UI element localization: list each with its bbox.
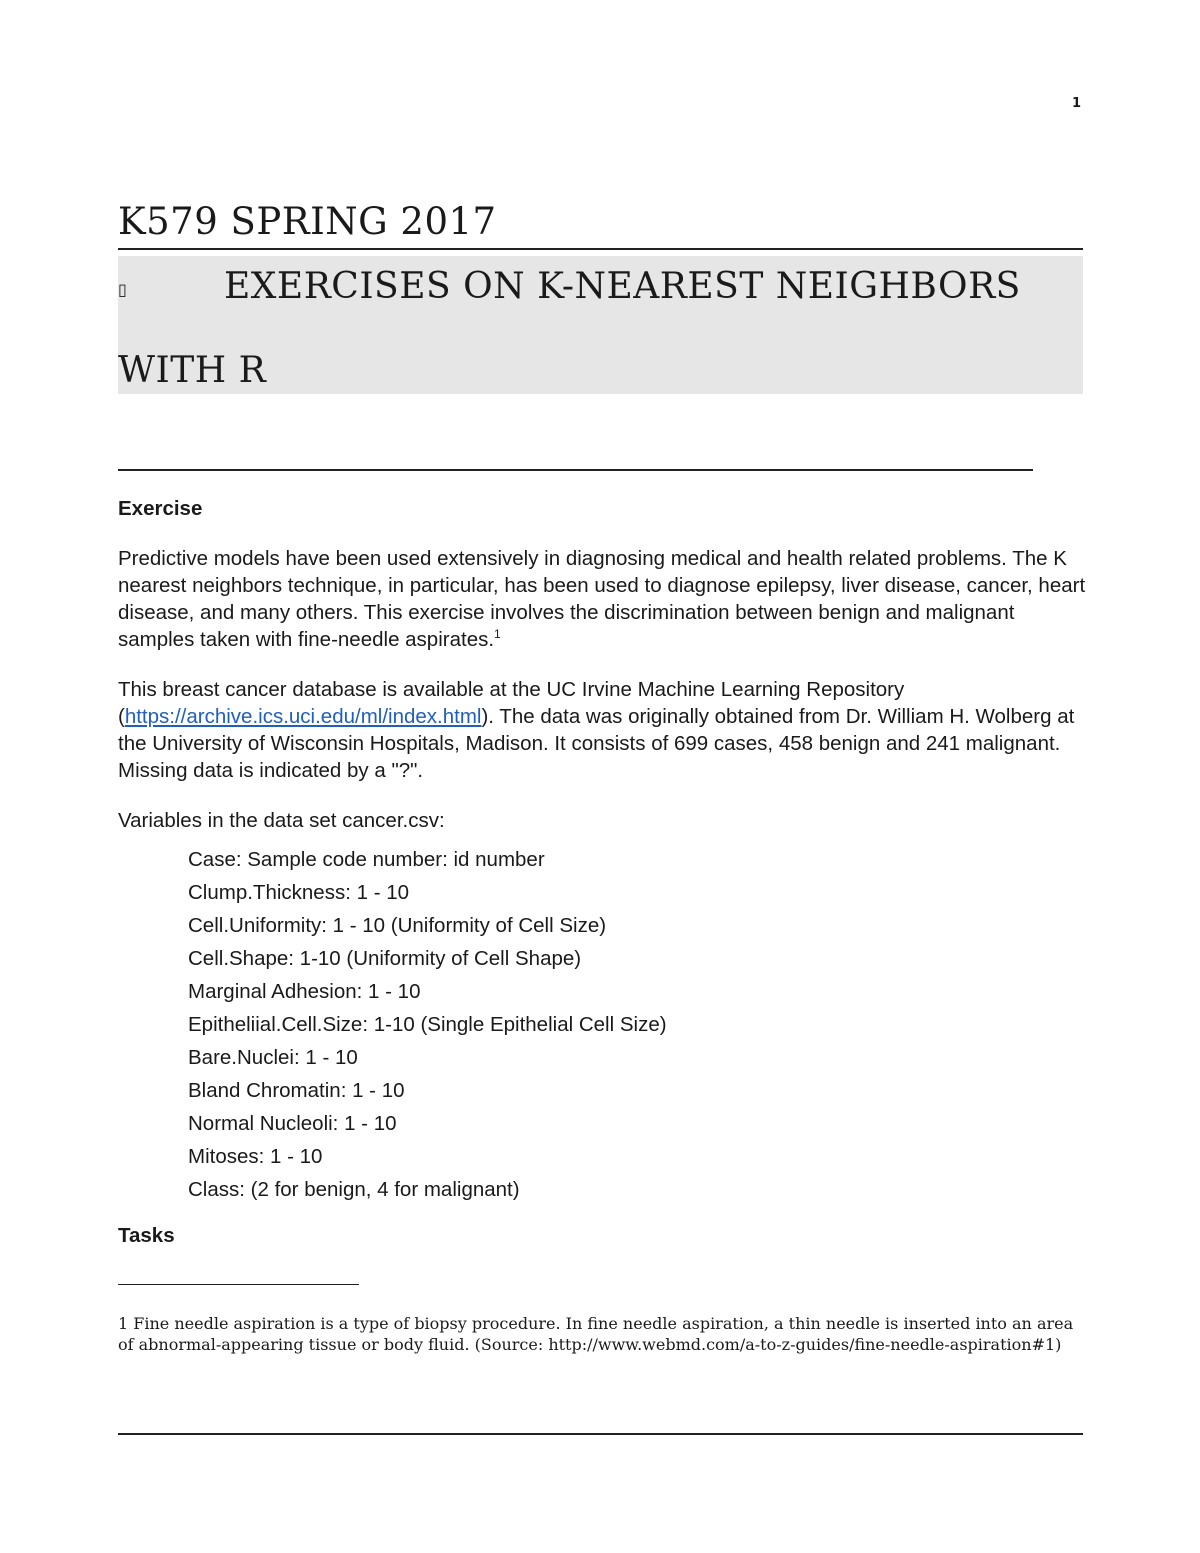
intro-text: Predictive models have been used extensively in diagnosing medical and health related problems. The K nearest neighbors technique, in particular, has been used to diagnose epilepsy, liver disease, cancer, heart disease, and many others. This exercise involves the discrimination between benign and malignant samples taken with fine-needle aspirates.	[118, 547, 1086, 651]
document-title-line-1: EXERCISES ON K-NEAREST NEIGHBORS	[224, 266, 1021, 307]
footnote-reference[interactable]: 1	[494, 627, 501, 642]
list-item: Class: (2 for benign, 4 for malignant)	[188, 1178, 520, 1201]
exercise-section	[118, 495, 1088, 1249]
database-text-after: ). The data was originally obtained from Dr. William H. Wolberg at the University of Wisconsin Hospitals, Madison. It consists of 699 cases, 458 benign and 241 malignant. Missing data is indicated by a "?".	[118, 705, 1075, 782]
document-title-box	[118, 256, 1083, 394]
list-item: Normal Nucleoli: 1 - 10	[188, 1112, 397, 1135]
list-item: Case: Sample code number: id number	[188, 848, 545, 871]
list-item: Mitoses: 1 - 10	[188, 1145, 323, 1168]
intro-paragraph	[118, 545, 1088, 653]
list-item: Marginal Adhesion: 1 - 10	[188, 980, 421, 1003]
list-item: Bland Chromatin: 1 - 10	[188, 1079, 405, 1102]
exercise-heading: Exercise	[118, 497, 203, 520]
footer-rule	[118, 1433, 1083, 1435]
database-paragraph	[118, 676, 1088, 784]
uci-repository-link[interactable]: https://archive.ics.uci.edu/ml/index.html	[124, 705, 482, 728]
list-item: Cell.Shape: 1-10 (Uniformity of Cell Shape)	[188, 947, 582, 970]
list-item: Epitheliial.Cell.Size: 1-10 (Single Epithelial Cell Size)	[188, 1013, 667, 1036]
tasks-heading: Tasks	[118, 1224, 175, 1247]
page-number: 1	[1072, 96, 1082, 111]
footnote-separator	[118, 1284, 359, 1285]
list-item: Cell.Uniformity: 1 - 10 (Uniformity of Cell Size)	[188, 914, 607, 937]
list-item: Bare.Nuclei: 1 - 10	[188, 1046, 358, 1069]
database-text-before: This breast cancer database is available at the UC Irvine Machine Learning Repository (	[118, 678, 905, 728]
footnote-text: 1 Fine needle aspiration is a type of biopsy procedure. In fine needle aspiration, a thin needle is inserted into an area of abnormal-appearing tissue or body fluid. (Source: http://www.webmd.com/a-to-z-guides/fine-needle-aspiration#1)	[118, 1314, 1074, 1354]
placeholder-glyph-icon: ▯	[118, 280, 127, 299]
list-item: Clump.Thickness: 1 - 10	[188, 881, 410, 904]
header-rule	[118, 248, 1083, 250]
variables-intro: Variables in the data set cancer.csv:	[118, 809, 445, 832]
section-rule	[118, 469, 1033, 471]
course-title: K579 SPRING 2017	[118, 200, 497, 243]
document-title-line-2: WITH R	[118, 350, 267, 391]
variable-list	[118, 843, 1088, 1206]
